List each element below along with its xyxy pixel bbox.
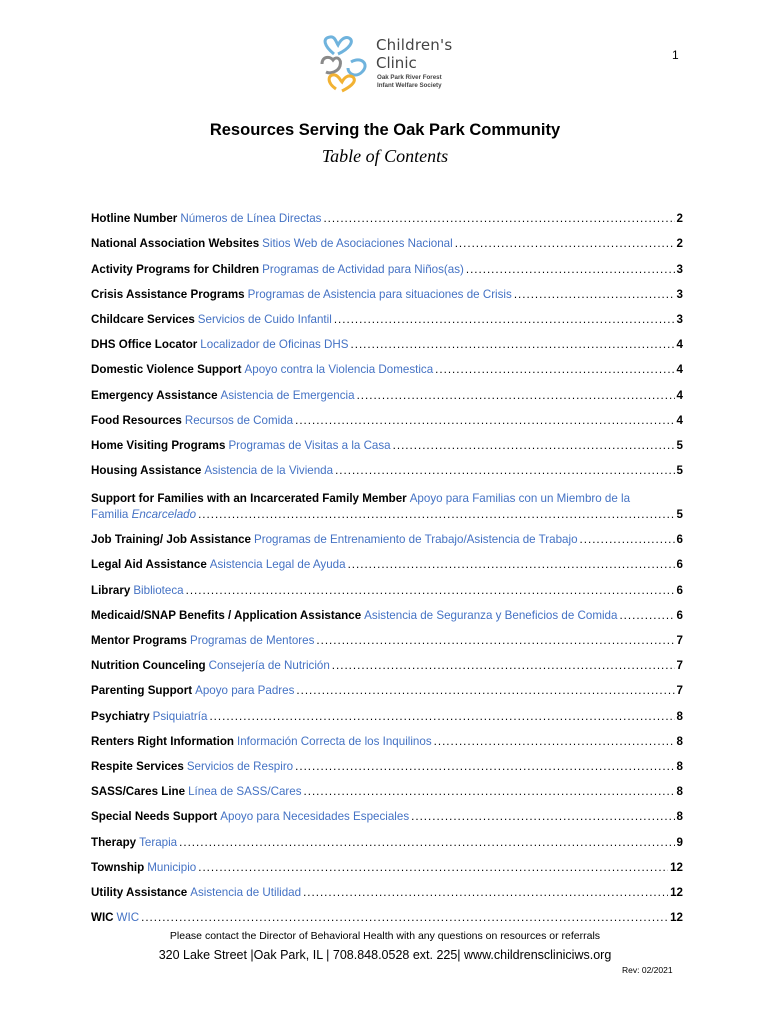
toc-entry-title: Legal Aid Assistance: [91, 558, 207, 572]
toc-entry-home-visiting[interactable]: [91, 427, 683, 452]
toc-leader-dots: [295, 760, 674, 773]
toc-entry-spanish-title: Municipio: [147, 860, 197, 874]
toc-entry-spanish-title: Psiquiatría: [152, 709, 208, 723]
toc-entry-sass-cares[interactable]: [91, 773, 683, 798]
logo-sub-line1: Oak Park River Forest: [377, 74, 442, 81]
logo-name-line1: Children's: [376, 36, 453, 54]
toc-entry-title: Renters Right Information: [91, 734, 234, 748]
toc-entry-spanish-title: Apoyo para Padres: [195, 684, 295, 698]
toc-leader-dots: [514, 288, 675, 301]
toc-entry-title: Mentor Programs: [91, 634, 187, 647]
toc-entry-spanish-title: Localizador de Oficinas DHS: [200, 338, 349, 352]
toc-entry-title: Nutrition Counceling: [91, 659, 206, 673]
toc-entry-title: Special Needs Support: [91, 810, 218, 824]
toc-entry-spanish-title: Programas de Visitas a la Casa: [228, 438, 391, 452]
toc-leader-dots: [455, 237, 675, 250]
toc-entry-spanish-title: Asistencia de Emergencia: [220, 388, 355, 402]
toc-entry-spanish-title: WIC: [116, 911, 140, 925]
toc-entry-title: Emergency Assistance: [91, 388, 218, 402]
toc-entry-page: 12: [670, 911, 683, 925]
toc-leader-dots: [357, 389, 675, 402]
toc-entry-title: Utility Assistance: [91, 885, 188, 899]
document-subtitle: Table of Contents: [321, 146, 449, 166]
toc-entry-title: WIC: [91, 911, 114, 925]
footer-contact-note: Please contact the Director of Behavioral Health with any questions on resources or referrals: [169, 930, 601, 942]
toc-entry-title: Food Resources: [91, 413, 182, 427]
toc-entry-title: Job Training/ Job Assistance: [91, 533, 251, 547]
toc-entry-activity-programs[interactable]: [91, 250, 683, 275]
toc-entry-spanish-title: Apoyo para Necesidades Especiales: [220, 810, 410, 824]
clinic-logo: [318, 34, 478, 94]
logo-sub-line2: Infant Welfare Society: [377, 82, 442, 89]
toc-entry-page: 8: [676, 734, 683, 748]
toc-entry-title: Crisis Assistance Programs: [91, 287, 245, 301]
toc-entry-incarcerated-family[interactable]: [91, 477, 683, 521]
toc-entry-childcare[interactable]: [91, 301, 683, 326]
toc-entry-wic[interactable]: [91, 899, 683, 924]
toc-leader-dots: [316, 634, 674, 647]
toc-entry-spanish-title: Consejería de Nutrición: [208, 659, 330, 673]
toc-entry-spanish-title: Asistencia de Seguranza y Beneficios de Comida: [364, 608, 618, 622]
toc-entry-page: 4: [676, 388, 683, 402]
toc-entry-page: 7: [676, 684, 683, 698]
toc-entry-title: Respite Services: [91, 759, 184, 773]
toc-entry-page: 6: [676, 558, 683, 572]
toc-entry-dhs-locator[interactable]: [91, 326, 683, 351]
toc-entry-spanish-title: Programas de Mentores: [190, 634, 315, 647]
toc-entry-title: Domestic Violence Support: [91, 363, 242, 377]
toc-entry-national-websites[interactable]: [91, 225, 683, 250]
toc-entry-spanish-title: Línea de SASS/Cares: [188, 785, 302, 799]
toc-entry-spanish-title: Programas de Entrenamiento de Trabajo/Asistencia de Trabajo: [254, 533, 578, 547]
toc-entry-spanish-title: Apoyo contra la Violencia Domestica: [244, 363, 434, 377]
toc-entry-utility-assistance[interactable]: [91, 874, 683, 899]
toc-entry-title: Hotline Number: [91, 212, 178, 226]
toc-entry-page: 7: [676, 659, 683, 673]
toc-entry-page: 6: [676, 533, 683, 547]
toc-leader-dots: [304, 785, 675, 798]
toc-entry-page: 8: [676, 810, 683, 824]
toc-entry-emergency-assistance[interactable]: [91, 376, 683, 401]
toc-entry-title: Township: [91, 860, 145, 874]
page-number: 1: [672, 48, 679, 62]
toc-leader-dots: [348, 558, 675, 571]
toc-leader-dots: [619, 609, 674, 622]
toc-entry-title: Therapy: [91, 835, 137, 849]
toc-leader-dots: [295, 414, 674, 427]
toc-entry-page: 8: [676, 709, 683, 723]
toc-entry-spanish-title: Programas de Asistencia para situaciones de Crisis: [247, 287, 512, 301]
toc-entry-page: 5: [676, 438, 683, 452]
toc-entry-title: Psychiatry: [91, 709, 150, 723]
toc-entry-spanish-title: Servicios de Respiro: [186, 759, 294, 773]
toc-leader-dots: [209, 710, 674, 723]
toc-leader-dots: [435, 363, 674, 376]
toc-leader-dots: [335, 464, 674, 477]
toc-entry-spanish-title: Sitios Web de Asociaciones Nacional: [262, 237, 453, 251]
toc-entry-page: 4: [676, 338, 683, 352]
toc-entry-page: 4: [676, 413, 683, 427]
toc-entry-title: Support for Families with an Incarcerated Family Member: [91, 492, 407, 506]
toc-leader-dots: [198, 861, 668, 874]
toc-entry-spanish-title-cont: Familia Encarcelado: [91, 508, 197, 522]
toc-entry-title: Childcare Services: [91, 312, 195, 326]
toc-entry-mentor-programs[interactable]: [91, 622, 683, 647]
toc-entry-title: Home Visiting Programs: [91, 438, 226, 452]
toc-leader-dots: [296, 684, 674, 697]
toc-entry-page: 5: [676, 508, 683, 522]
toc-entry-food-resources[interactable]: [91, 402, 683, 427]
toc-leader-dots: [466, 263, 675, 276]
toc-entry-therapy[interactable]: [91, 823, 683, 848]
toc-entry-spanish-title: Recursos de Comida: [184, 413, 294, 427]
toc-entry-title: Housing Assistance: [91, 464, 202, 478]
toc-entry-special-needs[interactable]: [91, 798, 683, 823]
revision-date: Rev: 02/2021: [622, 965, 673, 975]
toc-entry-crisis-assistance[interactable]: [91, 276, 683, 301]
toc-entry-spanish-title: Asistencia Legal de Ayuda: [209, 558, 346, 572]
toc-entry-page: 2: [676, 212, 683, 226]
toc-entry-hotline[interactable]: [91, 200, 683, 225]
toc-entry-page: 8: [676, 785, 683, 799]
toc-entry-page: 5: [676, 464, 683, 478]
footer-address: 320 Lake Street |Oak Park, IL | 708.848.0528 ext. 225| www.childrenscliniciws.org: [158, 948, 612, 962]
toc-leader-dots: [393, 439, 675, 452]
toc-entry-title: Medicaid/SNAP Benefits / Application Assistance: [91, 608, 362, 622]
toc-leader-dots: [179, 836, 674, 849]
toc-leader-dots: [351, 338, 675, 351]
toc-entry-page: 6: [676, 583, 683, 597]
toc-leader-dots: [198, 508, 674, 521]
toc-entry-spanish-title: Programas de Actividad para Niños(as): [262, 262, 464, 276]
toc-entry-medicaid-snap[interactable]: [91, 597, 683, 622]
toc-leader-dots: [332, 659, 675, 672]
toc-leader-dots: [141, 911, 668, 924]
toc-leader-dots: [303, 886, 668, 899]
toc-entry-page: 3: [676, 312, 683, 326]
toc-entry-page: 3: [676, 262, 683, 276]
toc-entry-spanish-title: Biblioteca: [133, 583, 184, 597]
logo-name-line2: Clinic: [376, 54, 417, 72]
toc-entry-spanish-title: Información Correcta de los Inquilinos: [237, 734, 432, 748]
toc-entry-spanish-title: Apoyo para Familias con un Miembro de la: [409, 492, 631, 506]
toc-entry-title: Activity Programs for Children: [91, 262, 260, 276]
toc-entry-page: 12: [670, 885, 683, 899]
toc-entry-page: 7: [676, 634, 683, 647]
toc-entry-legal-aid[interactable]: [91, 546, 683, 571]
toc-entry-title: National Association Websites: [91, 237, 260, 251]
toc-leader-dots: [580, 533, 675, 546]
toc-entry-page: 3: [676, 287, 683, 301]
toc-leader-dots: [186, 584, 675, 597]
toc-leader-dots: [323, 212, 674, 225]
toc-entry-page: 9: [676, 835, 683, 849]
toc-entry-job-training[interactable]: [91, 521, 683, 546]
toc-entry-title: DHS Office Locator: [91, 338, 198, 352]
toc-entry-spanish-title: Terapia: [139, 835, 178, 849]
toc-entry-library[interactable]: [91, 571, 683, 596]
toc-entry-township[interactable]: [91, 849, 683, 874]
clinic-logo-icon: [318, 34, 374, 94]
toc-entry-spanish-title: Asistencia de la Vivienda: [204, 464, 334, 478]
toc-entry-page: 8: [676, 759, 683, 773]
table-of-contents: [91, 200, 683, 924]
toc-entry-page: 2: [676, 237, 683, 251]
toc-entry-page: 6: [676, 608, 683, 622]
toc-entry-title: SASS/Cares Line: [91, 785, 186, 799]
toc-leader-dots: [434, 735, 675, 748]
toc-entry-spanish-title: Asistencia de Utilidad: [190, 885, 302, 899]
toc-entry-page: 4: [676, 363, 683, 377]
toc-leader-dots: [334, 313, 675, 326]
toc-entry-spanish-title: Servicios de Cuido Infantil: [197, 312, 332, 326]
toc-entry-parenting-support[interactable]: [91, 672, 683, 697]
toc-entry-page: 12: [670, 860, 683, 874]
toc-entry-domestic-violence[interactable]: [91, 351, 683, 376]
toc-leader-dots: [411, 810, 674, 823]
toc-entry-psychiatry[interactable]: [91, 697, 683, 722]
document-title: Resources Serving the Oak Park Community: [209, 121, 561, 139]
toc-entry-title: Library: [91, 583, 131, 597]
toc-entry-housing-assistance[interactable]: [91, 452, 683, 477]
toc-entry-renters-rights[interactable]: [91, 723, 683, 748]
toc-entry-spanish-title: Números de Línea Directas: [180, 212, 322, 226]
toc-entry-respite[interactable]: [91, 748, 683, 773]
toc-entry-nutrition[interactable]: [91, 647, 683, 672]
toc-entry-title: Parenting Support: [91, 684, 193, 698]
